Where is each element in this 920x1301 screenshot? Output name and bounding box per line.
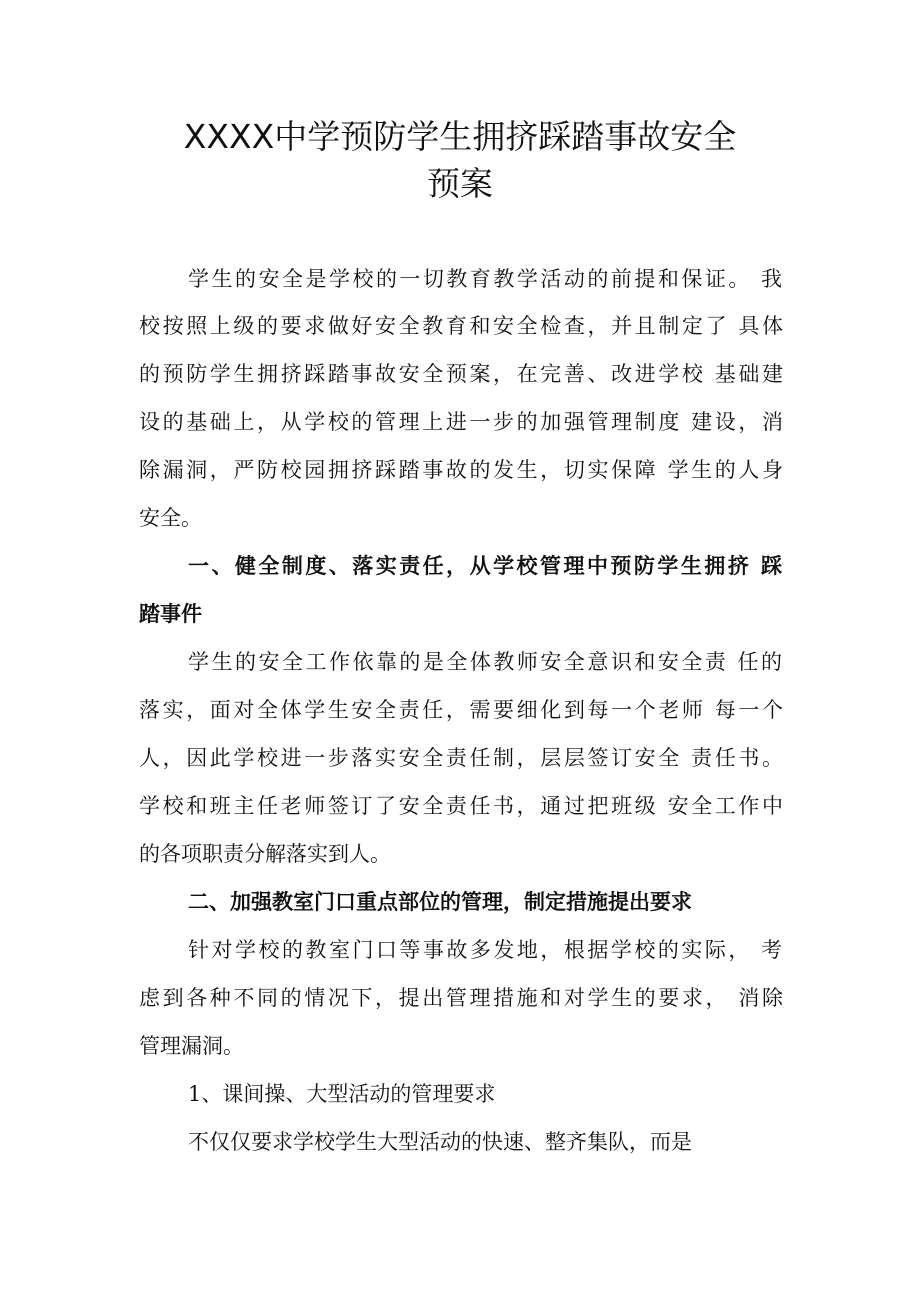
body-text-line: 学生的安全是学校的一切教育教学活动的前提和保证。 我 xyxy=(188,267,782,291)
body-text-line: 校按照上级的要求做好安全教育和安全检查，并且制定了 具体 xyxy=(139,314,783,338)
section-heading-1: 一、健全制度、落实责任，从学校管理中预防学生拥挤 踩 xyxy=(188,554,782,578)
body-text-line: 学校和班主任老师签订了安全责任书，通过把班级 安全工作中 xyxy=(139,794,783,818)
body-text-line: 不仅仅要求学校学生大型活动的快速、整齐集队，而是 xyxy=(188,1130,692,1154)
body-text-line: 的各项职责分解落实到人。 xyxy=(139,842,391,866)
body-text-line: 学生的安全工作依靠的是全体教师安全意识和安全责 任的 xyxy=(188,650,782,674)
body-text-line: 虑到各种不同的情况下，提出管理措施和对学生的要求， 消除 xyxy=(139,986,783,1010)
subsection-heading-1: 1、课间操、大型活动的管理要求 xyxy=(188,1082,496,1106)
body-text-line: 设的基础上，从学校的管理上进一步的加强管理制度 建设，消 xyxy=(139,410,783,434)
body-text-line: 落实，面对全体学生安全责任，需要细化到每一个老师 每一个 xyxy=(139,698,783,722)
body-text-line: 针对学校的教室门口等事故多发地，根据学校的实际， 考 xyxy=(188,938,782,962)
body-text-line: 的预防学生拥挤踩踏事故安全预案，在完善、改进学校 基础建 xyxy=(139,362,783,386)
document-title-line-2: 预案 xyxy=(427,164,493,203)
body-text-line: 除漏洞，严防校园拥挤踩踏事故的发生，切实保障 学生的人身 xyxy=(139,458,783,482)
document-title-line-1: XXXX中学预防学生拥挤踩踏事故安全 xyxy=(183,117,737,156)
section-heading-2: 二、加强教室门口重点部位的管理，制定措施提出要求 xyxy=(188,890,692,914)
body-text-line: 管理漏洞。 xyxy=(139,1034,244,1058)
body-text-line: 人，因此学校进一步落实安全责任制，层层签订安全 责任书。 xyxy=(139,746,783,770)
body-text-line: 安全。 xyxy=(139,506,202,530)
section-heading-1-cont: 踏事件 xyxy=(139,602,202,626)
